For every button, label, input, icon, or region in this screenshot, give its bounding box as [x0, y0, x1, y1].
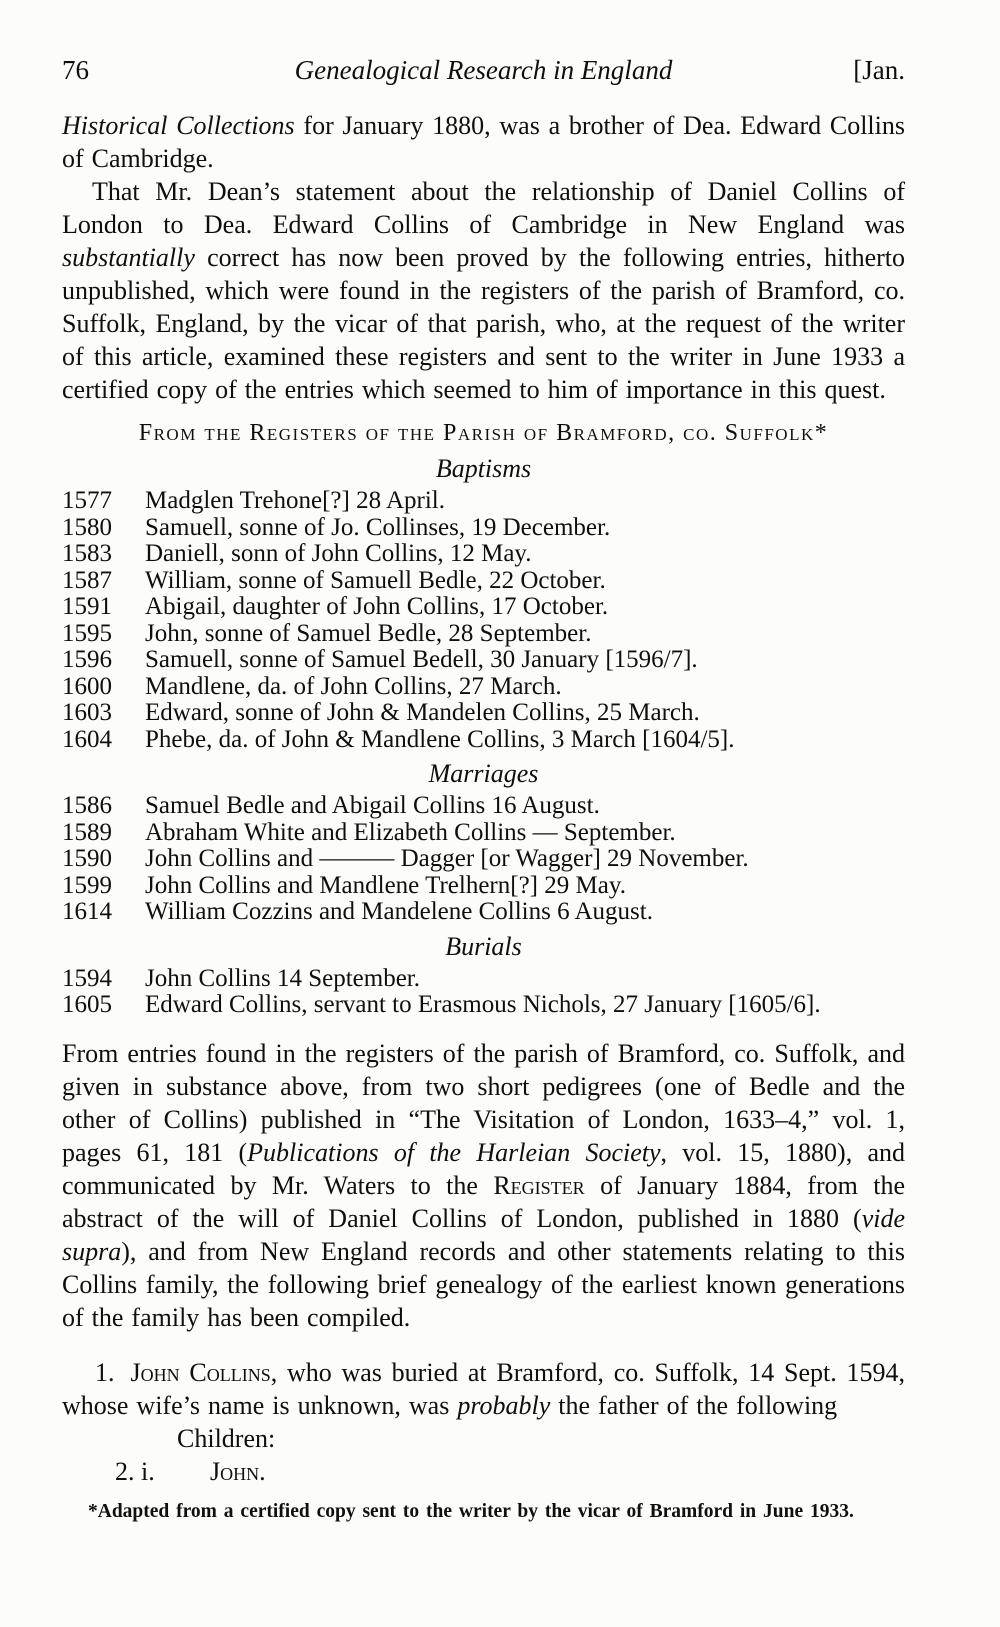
register-entry [62, 621, 905, 648]
entry-text: Phebe, da. of John & Mandlene Collins, 3 March [1604/5]. [145, 725, 735, 753]
entry-text: Abigail, daughter of John Collins, 17 October. [145, 593, 609, 620]
entry-text: Mandlene, da. of John Collins, 27 March. [145, 672, 562, 700]
register-entry [62, 727, 905, 754]
entry-year: 1603 [62, 699, 112, 726]
entry-year: 1595 [62, 619, 112, 647]
register-entry [62, 899, 905, 926]
smallcaps-register-word: Register [493, 1170, 585, 1200]
entry-year: 1599 [62, 871, 112, 899]
page-number: 76 [62, 55, 89, 85]
entry-text: Samuel Bedle and Abigail Collins 16 August. [145, 792, 600, 819]
paragraph-intro [62, 109, 905, 175]
genealogy-number: 1. [95, 1357, 115, 1387]
entry-year: 1577 [62, 487, 112, 514]
register-entry [62, 873, 905, 900]
entry-year: 1614 [62, 898, 112, 925]
entry-text: Edward, sonne of John & Mandelen Collins, 25 March. [145, 699, 700, 726]
register-entry [62, 992, 905, 1019]
register-entry [62, 820, 905, 847]
children-label: Children: [177, 1423, 276, 1453]
entry-text: John Collins and Mandlene Trelhern[?] 29 May. [145, 871, 626, 899]
register-entry [62, 793, 905, 820]
italic-vide-supra: vide supra [62, 1203, 905, 1266]
entry-text: Madglen Trehone[?] 28 April. [145, 487, 445, 514]
genealogy-text-1: , who was buried at Bramford, co. Suffolk, 14 Sept. 1594, whose wife’s name is unknown, was [62, 1357, 905, 1420]
register-entry [62, 515, 905, 542]
entry-year: 1596 [62, 646, 112, 673]
entry-text: Samuell, sonne of Jo. Collinses, 19 December. [145, 513, 611, 541]
paragraph-summary-text-2: , vol. 15, 1880), and communicated by Mr. Waters to the [62, 1137, 906, 1200]
paragraph-summary-text-4: ), and from New England records and other statements relating to this Collins family, the following brief genealogy of the earliest known generations of the family has been compiled. [62, 1236, 905, 1332]
entry-year: 1591 [62, 593, 112, 620]
entry-text: John Collins and ——— Dagger [or Wagger] 29 November. [145, 845, 749, 872]
entry-text: Abraham White and Elizabeth Collins — September. [145, 818, 676, 846]
entry-text: Daniell, sonn of John Collins, 12 May. [145, 540, 532, 567]
register-entry [62, 594, 905, 621]
entry-text: Edward Collins, servant to Erasmous Nichols, 27 January [1605/6]. [145, 991, 821, 1018]
child-entry [115, 1455, 905, 1488]
entry-text: William, sonne of Samuell Bedle, 22 October. [145, 566, 606, 594]
paragraph-statement-text-1: That Mr. Dean’s statement about the relationship of Daniel Collins of London to Dea. Edward Collins of Cambridge in New England was [62, 177, 905, 239]
genealogy-name: John Collins [130, 1357, 271, 1387]
child-name: John. [210, 1456, 266, 1486]
paragraph-summary-text-3: of January 1884, from the abstract of the will of Daniel Collins of London, published in 1880 ( [62, 1170, 905, 1233]
entry-year: 1589 [62, 818, 112, 846]
page-header [62, 55, 905, 91]
entry-year: 1580 [62, 513, 112, 541]
paragraph-summary [62, 1037, 905, 1334]
baptisms-list [62, 488, 905, 753]
section-title-burials: Burials [445, 931, 522, 961]
running-title: Genealogical Research in England [294, 55, 673, 85]
paragraph-intro-text: for January 1880, was a brother of Dea. Edward Collins of Cambridge. [62, 111, 905, 173]
register-entry [62, 568, 905, 595]
register-entry [62, 647, 905, 674]
entry-text: William Cozzins and Mandelene Collins 6 August. [145, 898, 653, 925]
italic-probably: probably [457, 1390, 551, 1420]
marriages-list [62, 793, 905, 926]
genealogy-text-2: the father of the following [550, 1390, 838, 1420]
section-title-marriages: Marriages [428, 759, 539, 788]
entry-year: 1590 [62, 845, 112, 872]
entry-text: John Collins 14 September. [145, 964, 420, 992]
register-entry [62, 846, 905, 873]
entry-year: 1594 [62, 964, 112, 992]
entry-year: 1605 [62, 991, 112, 1018]
entry-year: 1600 [62, 672, 112, 700]
genealogy-entry [62, 1356, 905, 1422]
footnote: *Adapted from a certified copy sent to the writer by the vicar of Bramford in June 1933. [88, 1500, 854, 1522]
entry-year: 1604 [62, 725, 112, 753]
register-entry [62, 966, 905, 993]
paragraph-statement [62, 175, 905, 406]
entry-text: John, sonne of Samuel Bedle, 28 September. [145, 619, 592, 647]
register-heading: From the Registers of the Parish of Bramford, co. Suffolk* [138, 420, 829, 446]
child-number: 2. i. [115, 1456, 155, 1486]
burials-list [62, 966, 905, 1019]
register-entry [62, 674, 905, 701]
entry-text: Samuell, sonne of Samuel Bedell, 30 January [1596/7]. [145, 646, 698, 673]
register-entry [62, 700, 905, 727]
entry-year: 1586 [62, 792, 112, 819]
italic-publication-title: Publications of the Harleian Society [247, 1137, 661, 1167]
paragraph-statement-text-2: correct has now been proved by the following entries, hitherto unpublished, which were found in the registers of the parish of Bramford, co. Suffolk, England, by the vicar of that parish, who, at the request of the writer of this article, examined these registers and sent to the writer in June 1933 a certified copy of the entries which seemed to him of importance in this quest. [62, 243, 905, 404]
entry-year: 1587 [62, 566, 112, 594]
section-title-baptisms: Baptisms [435, 454, 532, 483]
italic-work-title: Historical Collections [62, 111, 295, 140]
register-entry [62, 541, 905, 568]
italic-emphasis: substantially [62, 243, 195, 272]
register-entry [62, 488, 905, 515]
issue-label: [Jan. [853, 55, 905, 85]
paragraph-summary-text-1: From entries found in the registers of the parish of Bramford, co. Suffolk, and given in substance above, from two short pedigrees (one of Bedle and the other of Collins) published in “The Visitation of London, 1633–4,” vol. 1, pages 61, 181 ( [62, 1038, 905, 1167]
entry-year: 1583 [62, 540, 112, 567]
